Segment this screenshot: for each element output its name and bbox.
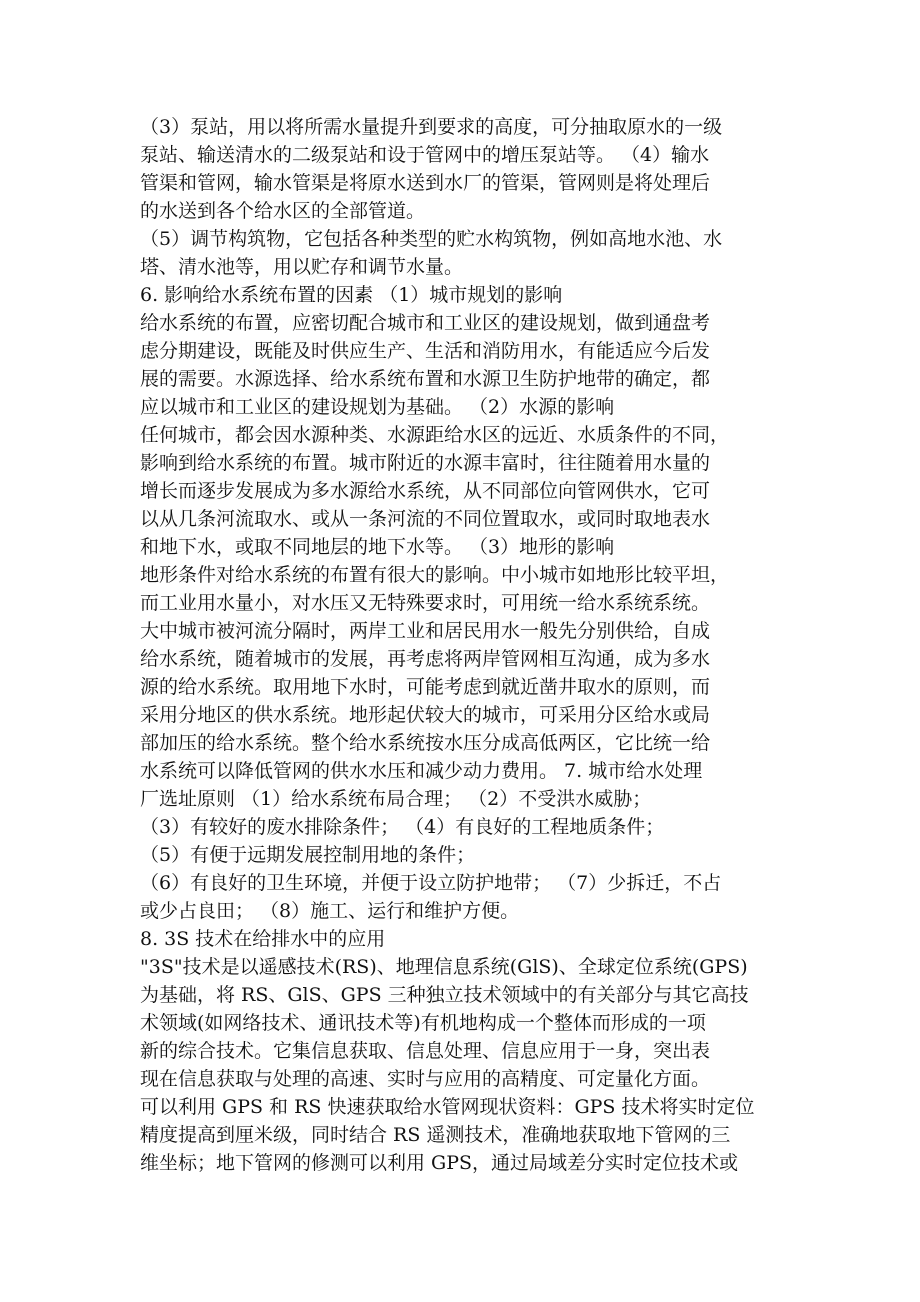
text-line: 泵站、输送清水的二级泵站和设于管网中的增压泵站等。 （4）输水 xyxy=(140,144,710,166)
text-line: 现在信息获取与处理的高速、实时与应用的高精度、可定量化方面。 xyxy=(140,1068,711,1090)
text-line: 和地下水，或取不同地层的地下水等。 （3）地形的影响 xyxy=(140,536,615,558)
text-line: 管渠和管网，输水管渠是将原水送到水厂的管渠，管网则是将处理后 xyxy=(140,172,711,194)
text-line: 可以利用 GPS 和 RS 快速获取给水管网现状资料：GPS 技术将实时定位 xyxy=(140,1096,755,1118)
text-line: 水系统可以降低管网的供水水压和减少动力费用。 7. 城市给水处理 xyxy=(140,760,703,782)
text-line: （5）调节构筑物，它包括各种类型的贮水构筑物，例如高地水池、水 xyxy=(140,228,723,250)
text-line: 精度提高到厘米级，同时结合 RS 遥测技术，准确地获取地下管网的三 xyxy=(140,1124,731,1146)
text-line: 新的综合技术。它集信息获取、信息处理、信息应用于一身，突出表 xyxy=(140,1040,711,1062)
text-line: 的水送到各个给水区的全部管道。 xyxy=(140,200,426,222)
text-line: "3S"技术是以遥感技术(RS)、地理信息系统(GlS)、全球定位系统(GPS) xyxy=(140,956,748,978)
text-line: 应以城市和工业区的建设规划为基础。 （2）水源的影响 xyxy=(140,396,615,418)
text-line: 地形条件对给水系统的布置有很大的影响。中小城市如地形比较平坦， xyxy=(140,564,730,586)
text-line: 术领域(如网络技术、通讯技术等)有机地构成一个整体而形成的一项 xyxy=(140,1012,706,1034)
text-line: 采用分地区的供水系统。地形起伏较大的城市，可采用分区给水或局 xyxy=(140,704,711,726)
text-line: 以从几条河流取水、或从一条河流的不同位置取水，或同时取地表水 xyxy=(140,508,711,530)
text-line: 虑分期建设，既能及时供应生产、生活和消防用水，有能适应今后发 xyxy=(140,340,711,362)
text-line: （5）有便于远期发展控制用地的条件； xyxy=(140,844,476,866)
section-heading: 6. 影响给水系统布置的因素 （1）城市规划的影响 xyxy=(140,284,563,306)
text-line: 增长而逐步发展成为多水源给水系统，从不同部位向管网供水，它可 xyxy=(140,480,711,502)
text-line: 厂选址原则 （1）给水系统布局合理； （2）不受洪水威胁； xyxy=(140,788,652,810)
text-line: （3）有较好的废水排除条件； （4）有良好的工程地质条件； xyxy=(140,816,665,838)
text-line: 维坐标；地下管网的修测可以利用 GPS，通过局域差分实时定位技术或 xyxy=(140,1152,739,1174)
text-line: 或少占良田； （8）施工、运行和维护方便。 xyxy=(140,900,520,922)
text-line: 给水系统，随着城市的发展，再考虑将两岸管网相互沟通，成为多水 xyxy=(140,648,711,670)
text-line: 影响到给水系统的布置。城市附近的水源丰富时，往往随着用水量的 xyxy=(140,452,711,474)
text-line: 大中城市被河流分隔时，两岸工业和居民用水一般先分别供给，自成 xyxy=(140,620,711,642)
text-line: 任何城市，都会因水源种类、水源距给水区的远近、水质条件的不同， xyxy=(140,424,730,446)
text-line: 为基础，将 RS、GlS、GPS 三种独立技术领域中的有关部分与其它高技 xyxy=(140,984,749,1006)
text-line: 展的需要。水源选择、给水系统布置和水源卫生防护地带的确定，都 xyxy=(140,368,711,390)
section-heading: 8. 3S 技术在给排水中的应用 xyxy=(140,928,386,950)
text-line: （6）有良好的卫生环境，并便于设立防护地带； （7）少拆迁，不占 xyxy=(140,872,722,894)
text-line: 给水系统的布置，应密切配合城市和工业区的建设规划，做到通盘考 xyxy=(140,312,711,334)
text-line: （3）泵站，用以将所需水量提升到要求的高度，可分抽取原水的一级 xyxy=(140,116,723,138)
text-line: 塔、清水池等，用以贮存和调节水量。 xyxy=(140,256,464,278)
text-line: 部加压的给水系统。整个给水系统按水压分成高低两区，它比统一给 xyxy=(140,732,711,754)
text-line: 源的给水系统。取用地下水时，可能考虑到就近凿井取水的原则，而 xyxy=(140,676,711,698)
text-line: 而工业用水量小，对水压又无特殊要求时，可用统一给水系统系统。 xyxy=(140,592,711,614)
